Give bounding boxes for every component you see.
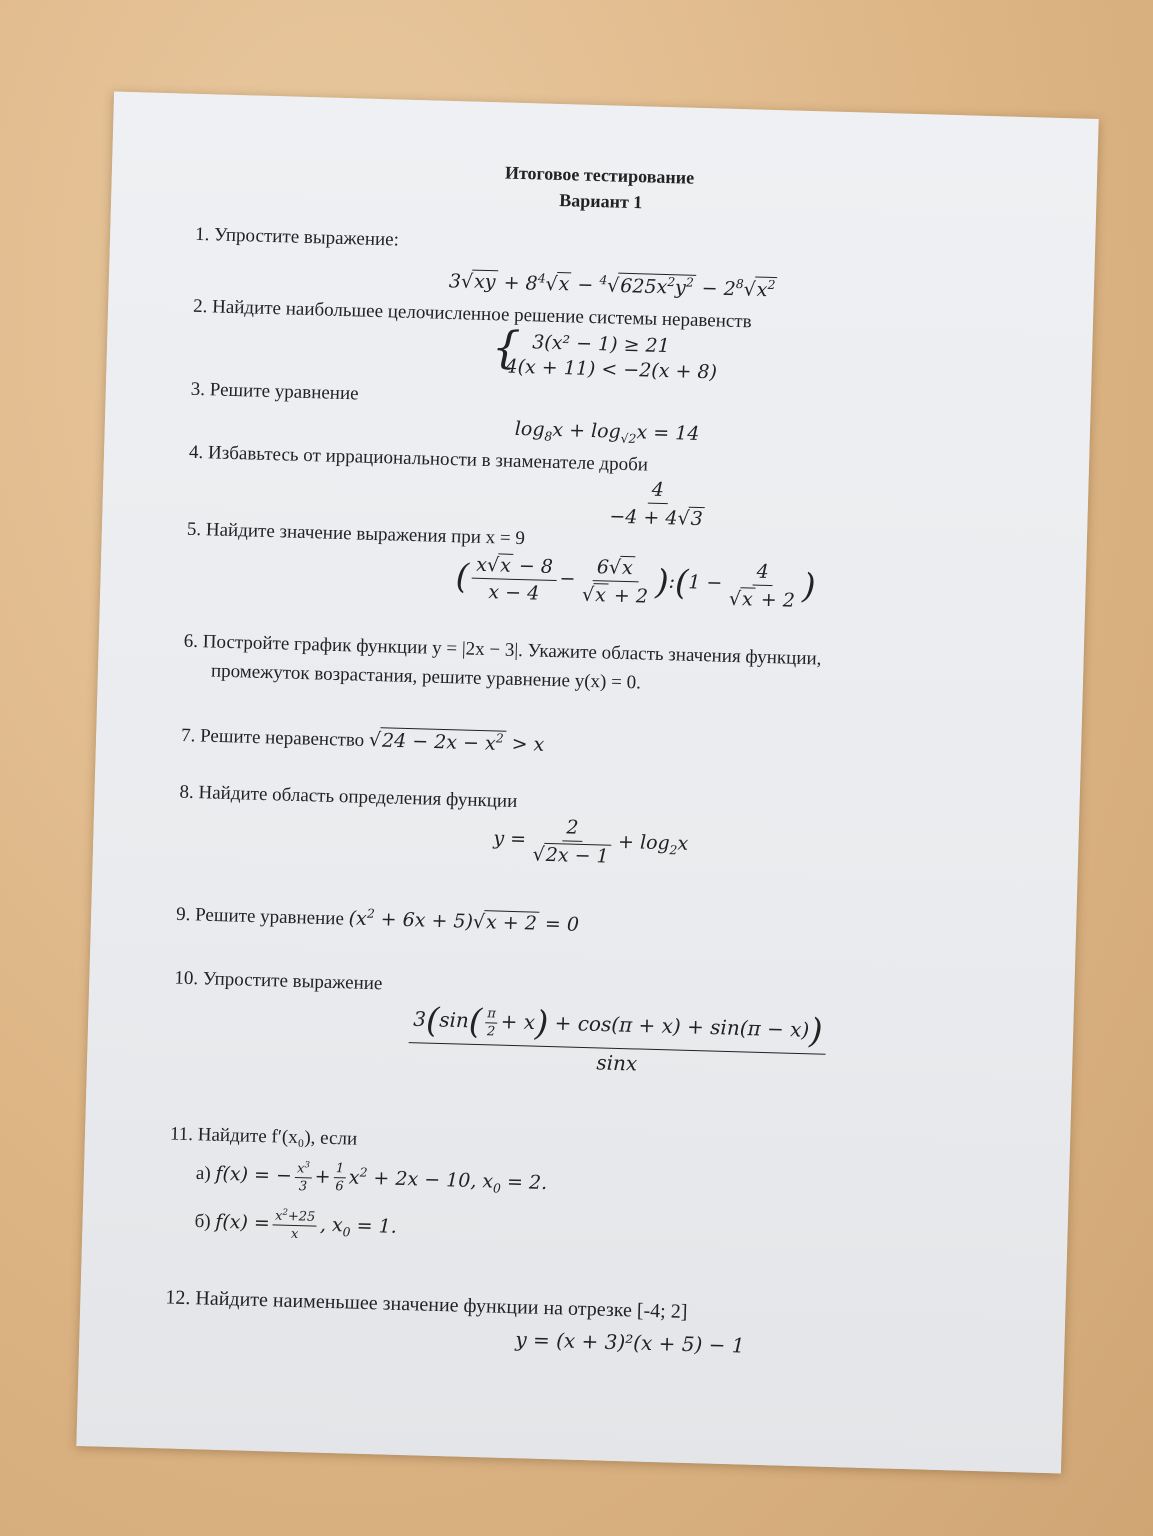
task-1-label: 1. Упростите выражение: <box>194 223 400 251</box>
task-8-formula: y = $\frac{2}{√2x - 1}$ + $\log_2x$ <box>493 816 689 868</box>
task-5-label: 5. Найдите значение выражения при x = 9 <box>186 518 526 550</box>
task-10-denominator: sinx <box>596 1050 638 1076</box>
task-7-label: 7. Решите неравенство $√24 - 2x - x^2 > x$ <box>180 724 545 757</box>
task-3-label: 3. Решите уравнение <box>190 378 359 405</box>
task-10-label: 10. Упростите выражение <box>174 967 383 995</box>
task-4-fraction: $\frac{4}{-4 + 4√3}$ <box>602 477 713 530</box>
task-9-label: 9. Решите уравнение $(x^2 + 6x + 5)√x + 2 = 0$ <box>175 903 580 937</box>
task-4-numerator: 4 <box>647 479 668 505</box>
task-6-line-2: промежуток возрастания, решите уравнение y(x) = 0. <box>210 660 642 694</box>
paper-sheet <box>76 92 1098 1474</box>
task-2-inequality-1: 3(x² − 1) ≥ 21 <box>531 331 671 358</box>
task-11-b: б) f(x) = $\frac{x^2+25}{x}$ , $x_0 = 1$. <box>194 1206 398 1243</box>
task-2-label: 2. Найдите наибольшее целочисленное решение системы неравенств <box>192 295 752 333</box>
task-1-formula: $3√xy + 8^4√x - ^4√625x^2y^2 - 2^8√x^2$ <box>449 268 778 301</box>
task-2-system: { 3(x² − 1) ≥ 21 4(x + 11) < −2(x + 8) <box>491 322 718 384</box>
task-11-a: а) f(x) = − $\frac{x^3}{3}$ + $\frac{1}{6}$ $x^2 + 2x - 10$, $x_0 = 2$. <box>195 1159 548 1196</box>
task-7-text: 7. Решите неравенство <box>180 724 365 752</box>
task-8-label: 8. Найдите область определения функции <box>179 781 518 813</box>
task-12-label: 12. Найдите наименьшее значение функции на отрезке [-4; 2] <box>165 1286 688 1323</box>
task-10-formula: 3(sin( $\frac{\pi}{2}$ + x) + cos(π + x) + sin(π − x)) sinx <box>405 1000 830 1081</box>
document-title: Итоговое тестирование <box>504 162 695 188</box>
task-2-inequality-2: 4(x + 11) < −2(x + 8) <box>505 355 718 384</box>
task-3-formula: $\log_8x + \log_{√2}x = 14$ <box>514 417 700 447</box>
task-6-line-1: 6. Постройте график функции y = |2x − 3|. Укажите область значения функции, <box>183 630 822 670</box>
variant-label: Вариант 1 <box>558 189 643 213</box>
task-4-label: 4. Избавьтесь от иррациональности в знаменателе дроби <box>188 441 649 476</box>
task-11-a-marker: а) <box>195 1162 211 1185</box>
task-5-formula: ( $\frac{x√x - 8}{x - 4}$ − $\frac{6√x}{√x + 2}$ ):(1 − $\frac{4}{√x + 2}$ ) <box>455 553 817 612</box>
task-12-formula: y = (x + 3)²(x + 5) − 1 <box>515 1327 745 1358</box>
task-11-label: 11. Найдите f′(x₀), если <box>169 1123 358 1150</box>
task-11-b-marker: б) <box>194 1210 211 1233</box>
task-9-text: 9. Решите уравнение <box>175 903 345 930</box>
